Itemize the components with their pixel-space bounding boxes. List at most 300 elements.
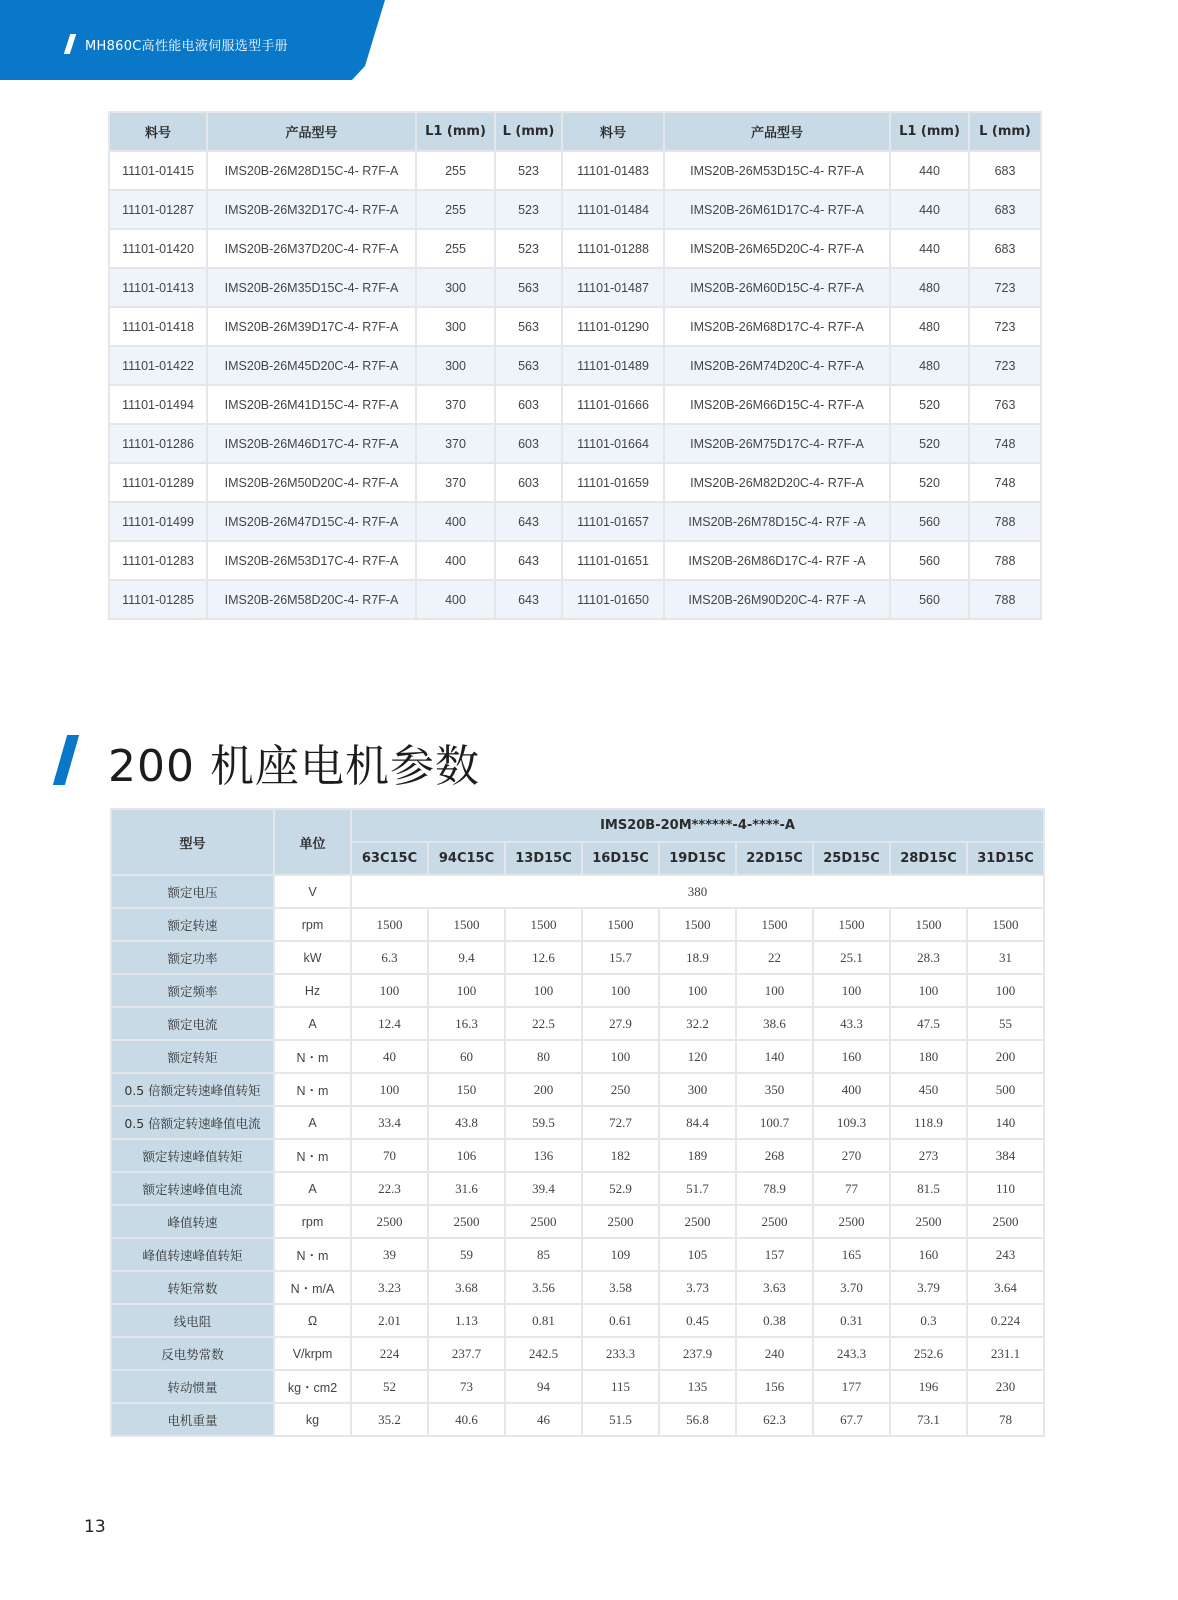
table-cell: 11101-01289 — [110, 464, 206, 501]
table-cell: 2500 — [352, 1206, 427, 1237]
table-cell: 38.6 — [737, 1008, 812, 1039]
table-cell: 39.4 — [506, 1173, 581, 1204]
table-cell: 100 — [660, 975, 735, 1006]
table-cell: 52 — [352, 1371, 427, 1402]
table-cell: IMS20B-26M32D17C-4- R7F-A — [208, 191, 415, 228]
table-cell: 230 — [968, 1371, 1043, 1402]
table-cell: 243 — [968, 1239, 1043, 1270]
table-row — [112, 975, 1043, 1006]
table-cell: 440 — [891, 230, 968, 267]
table-cell: 563 — [496, 269, 561, 306]
table-cell: 40 — [352, 1041, 427, 1072]
table-cell: 1500 — [968, 909, 1043, 940]
table-cell: 43.8 — [429, 1107, 504, 1138]
table-cell: IMS20B-26M68D17C-4- R7F-A — [665, 308, 889, 345]
row-label: 额定电流 — [112, 1008, 273, 1039]
table-cell: 520 — [891, 386, 968, 423]
table-cell: 31.6 — [429, 1173, 504, 1204]
table-row — [110, 152, 1040, 189]
row-unit: Ω — [275, 1305, 350, 1336]
table-cell: 3.56 — [506, 1272, 581, 1303]
table-row — [110, 542, 1040, 579]
table-cell: 11101-01666 — [563, 386, 663, 423]
row-label: 0.5 倍额定转速峰值转矩 — [112, 1074, 273, 1105]
table-row — [110, 425, 1040, 462]
table-row — [112, 1008, 1043, 1039]
table-cell: 400 — [417, 503, 494, 540]
params-table — [110, 808, 1045, 1437]
table-cell: 2.01 — [352, 1305, 427, 1336]
table-cell: 11101-01657 — [563, 503, 663, 540]
table-cell: 180 — [891, 1041, 966, 1072]
table-cell: 237.7 — [429, 1338, 504, 1369]
table-cell: IMS20B-26M65D20C-4- R7F-A — [665, 230, 889, 267]
table-cell: 150 — [429, 1074, 504, 1105]
table-row — [110, 581, 1040, 618]
table-cell: 6.3 — [352, 942, 427, 973]
table-cell: 242.5 — [506, 1338, 581, 1369]
model-column-header: 94C15C — [429, 843, 504, 874]
table-cell: 200 — [968, 1041, 1043, 1072]
row-label: 峰值转速峰值转矩 — [112, 1239, 273, 1270]
table-cell: 156 — [737, 1371, 812, 1402]
table-cell: 3.23 — [352, 1272, 427, 1303]
table-cell: 100 — [352, 975, 427, 1006]
row-label: 线电阻 — [112, 1305, 273, 1336]
table-cell: IMS20B-26M66D15C-4- R7F-A — [665, 386, 889, 423]
table-cell: 85 — [506, 1239, 581, 1270]
table-cell: 15.7 — [583, 942, 658, 973]
model-column-header: 31D15C — [968, 843, 1043, 874]
table-cell: 788 — [970, 503, 1040, 540]
table-cell: 1500 — [583, 909, 658, 940]
table-cell: 480 — [891, 269, 968, 306]
table-cell: 2500 — [968, 1206, 1043, 1237]
table-cell: 60 — [429, 1041, 504, 1072]
table-cell: 643 — [496, 542, 561, 579]
table-cell: 1500 — [737, 909, 812, 940]
row-label: 电机重量 — [112, 1404, 273, 1435]
table-row — [110, 269, 1040, 306]
table-cell: 243.3 — [814, 1338, 889, 1369]
table-cell: 683 — [970, 191, 1040, 228]
table-cell: 233.3 — [583, 1338, 658, 1369]
table-cell: 67.7 — [814, 1404, 889, 1435]
row-label: 额定频率 — [112, 975, 273, 1006]
table-cell: 43.3 — [814, 1008, 889, 1039]
column-header: L (mm) — [496, 113, 561, 150]
table-cell: 118.9 — [891, 1107, 966, 1138]
table-row — [112, 942, 1043, 973]
table-cell: 224 — [352, 1338, 427, 1369]
table-cell: 788 — [970, 542, 1040, 579]
table-cell: 2500 — [660, 1206, 735, 1237]
table-cell: 100 — [891, 975, 966, 1006]
table-cell: IMS20B-26M78D15C-4- R7F -A — [665, 503, 889, 540]
table-cell: 2500 — [891, 1206, 966, 1237]
table-cell: 440 — [891, 191, 968, 228]
table-cell: 11101-01494 — [110, 386, 206, 423]
table-row — [112, 1305, 1043, 1336]
table-cell: 136 — [506, 1140, 581, 1171]
table-cell: 11101-01651 — [563, 542, 663, 579]
table-cell: IMS20B-26M74D20C-4- R7F-A — [665, 347, 889, 384]
model-column-header: 13D15C — [506, 843, 581, 874]
table-cell: 0.45 — [660, 1305, 735, 1336]
table-row — [112, 1371, 1043, 1402]
table-cell: 252.6 — [891, 1338, 966, 1369]
table-cell: 0.81 — [506, 1305, 581, 1336]
table-cell: 33.4 — [352, 1107, 427, 1138]
model-column-header: 63C15C — [352, 843, 427, 874]
row-label: 转矩常数 — [112, 1272, 273, 1303]
table-cell: 370 — [417, 386, 494, 423]
model-group-header: IMS20B-20M******-4-****-A — [352, 810, 1043, 841]
table-cell: 270 — [814, 1140, 889, 1171]
column-header: 料号 — [563, 113, 663, 150]
table-cell: 723 — [970, 269, 1040, 306]
table-cell: 400 — [417, 542, 494, 579]
table-cell: 31 — [968, 942, 1043, 973]
row-unit: A — [275, 1173, 350, 1204]
row-unit: N・m/A — [275, 1272, 350, 1303]
table-cell: 763 — [970, 386, 1040, 423]
table-row — [110, 308, 1040, 345]
row-unit: N・m — [275, 1239, 350, 1270]
table-cell: 22.3 — [352, 1173, 427, 1204]
table-cell: 177 — [814, 1371, 889, 1402]
row-unit: V — [275, 876, 350, 907]
table-cell: 3.70 — [814, 1272, 889, 1303]
table-cell: IMS20B-26M35D15C-4- R7F-A — [208, 269, 415, 306]
table-row — [112, 1272, 1043, 1303]
table-row — [112, 1041, 1043, 1072]
row-label: 额定转矩 — [112, 1041, 273, 1072]
table-cell: 560 — [891, 581, 968, 618]
table-cell: IMS20B-26M45D20C-4- R7F-A — [208, 347, 415, 384]
row-label: 0.5 倍额定转速峰值电流 — [112, 1107, 273, 1138]
table-cell: 84.4 — [660, 1107, 735, 1138]
table-cell: IMS20B-26M39D17C-4- R7F-A — [208, 308, 415, 345]
table-cell: 1500 — [429, 909, 504, 940]
table-cell: IMS20B-26M58D20C-4- R7F-A — [208, 581, 415, 618]
table-cell: IMS20B-26M60D15C-4- R7F-A — [665, 269, 889, 306]
table-cell: IMS20B-26M90D20C-4- R7F -A — [665, 581, 889, 618]
table-cell: 300 — [417, 269, 494, 306]
table-cell: IMS20B-26M86D17C-4- R7F -A — [665, 542, 889, 579]
table-cell: 1500 — [891, 909, 966, 940]
table-cell: 72.7 — [583, 1107, 658, 1138]
section-title: 200 机座电机参数 — [108, 741, 480, 792]
table-cell: 300 — [417, 347, 494, 384]
table-cell: 196 — [891, 1371, 966, 1402]
voltage-value: 380 — [352, 876, 1043, 907]
model-column-header: 19D15C — [660, 843, 735, 874]
table-cell: 11101-01287 — [110, 191, 206, 228]
row-label: 反电势常数 — [112, 1338, 273, 1369]
table-cell: 100 — [429, 975, 504, 1006]
table-row — [112, 909, 1043, 940]
table-cell: 0.31 — [814, 1305, 889, 1336]
table-cell: 73.1 — [891, 1404, 966, 1435]
table-cell: 2500 — [429, 1206, 504, 1237]
table-cell: 110 — [968, 1173, 1043, 1204]
table-cell: 115 — [583, 1371, 658, 1402]
table-cell: 200 — [506, 1074, 581, 1105]
table-cell: 748 — [970, 464, 1040, 501]
table-cell: 56.8 — [660, 1404, 735, 1435]
table-cell: 268 — [737, 1140, 812, 1171]
table-cell: IMS20B-26M53D17C-4- R7F-A — [208, 542, 415, 579]
table-cell: 370 — [417, 425, 494, 462]
column-header: L1 (mm) — [417, 113, 494, 150]
table-cell: 109.3 — [814, 1107, 889, 1138]
table-cell: 450 — [891, 1074, 966, 1105]
table-cell: 1500 — [352, 909, 427, 940]
table-cell: 100 — [968, 975, 1043, 1006]
row-label: 额定转速峰值转矩 — [112, 1140, 273, 1171]
row-unit: V/krpm — [275, 1338, 350, 1369]
table-cell: 81.5 — [891, 1173, 966, 1204]
row-unit: rpm — [275, 909, 350, 940]
row-unit: N・m — [275, 1140, 350, 1171]
model-column-header: 22D15C — [737, 843, 812, 874]
page-number: 13 — [84, 1517, 106, 1537]
table-cell: IMS20B-26M28D15C-4- R7F-A — [208, 152, 415, 189]
row-unit: kg・cm2 — [275, 1371, 350, 1402]
table-cell: 11101-01487 — [563, 269, 663, 306]
table-cell: 62.3 — [737, 1404, 812, 1435]
column-header: L1 (mm) — [891, 113, 968, 150]
table-cell: 46 — [506, 1404, 581, 1435]
table-cell: 11101-01415 — [110, 152, 206, 189]
table-cell: 120 — [660, 1041, 735, 1072]
row-label: 额定转速峰值电流 — [112, 1173, 273, 1204]
table-cell: 78 — [968, 1404, 1043, 1435]
table-cell: 160 — [891, 1239, 966, 1270]
table-cell: 350 — [737, 1074, 812, 1105]
table-cell: 240 — [737, 1338, 812, 1369]
table-cell: 109 — [583, 1239, 658, 1270]
table-cell: 80 — [506, 1041, 581, 1072]
table-cell: 603 — [496, 464, 561, 501]
table-cell: 106 — [429, 1140, 504, 1171]
table-cell: 523 — [496, 191, 561, 228]
row-unit: Hz — [275, 975, 350, 1006]
table-cell: 0.3 — [891, 1305, 966, 1336]
table-cell: 59 — [429, 1239, 504, 1270]
table-cell: 2500 — [814, 1206, 889, 1237]
table-cell: IMS20B-26M82D20C-4- R7F-A — [665, 464, 889, 501]
table-cell: 11101-01418 — [110, 308, 206, 345]
table-cell: 0.38 — [737, 1305, 812, 1336]
table-cell: 603 — [496, 386, 561, 423]
table-cell: 560 — [891, 503, 968, 540]
table-cell: 165 — [814, 1239, 889, 1270]
table-cell: 11101-01659 — [563, 464, 663, 501]
row-label: 转动惯量 — [112, 1371, 273, 1402]
table-cell: IMS20B-26M75D17C-4- R7F-A — [665, 425, 889, 462]
table-cell: 523 — [496, 152, 561, 189]
column-header: 料号 — [110, 113, 206, 150]
table-cell: 400 — [814, 1074, 889, 1105]
table-cell: 11101-01420 — [110, 230, 206, 267]
table-cell: 11101-01664 — [563, 425, 663, 462]
table-cell: 1500 — [814, 909, 889, 940]
table-cell: 100 — [583, 1041, 658, 1072]
table-cell: 11101-01286 — [110, 425, 206, 462]
table-cell: 520 — [891, 464, 968, 501]
table-cell: 100 — [583, 975, 658, 1006]
table-cell: 523 — [496, 230, 561, 267]
table-cell: 788 — [970, 581, 1040, 618]
parts-table-header — [110, 113, 1040, 150]
model-column-header: 28D15C — [891, 843, 966, 874]
table-cell: IMS20B-26M53D15C-4- R7F-A — [665, 152, 889, 189]
table-cell: 250 — [583, 1074, 658, 1105]
table-cell: 231.1 — [968, 1338, 1043, 1369]
table-cell: 237.9 — [660, 1338, 735, 1369]
table-row — [110, 386, 1040, 423]
row-label: 额定功率 — [112, 942, 273, 973]
table-cell: 3.63 — [737, 1272, 812, 1303]
parts-table — [108, 111, 1042, 620]
table-cell: 47.5 — [891, 1008, 966, 1039]
table-cell: 27.9 — [583, 1008, 658, 1039]
table-cell: 100 — [737, 975, 812, 1006]
table-cell: 94 — [506, 1371, 581, 1402]
table-cell: 11101-01290 — [563, 308, 663, 345]
table-cell: 2500 — [737, 1206, 812, 1237]
table-cell: 11101-01422 — [110, 347, 206, 384]
table-cell: 189 — [660, 1140, 735, 1171]
table-cell: 0.61 — [583, 1305, 658, 1336]
table-row — [112, 1107, 1043, 1138]
table-cell: 40.6 — [429, 1404, 504, 1435]
table-cell: 255 — [417, 191, 494, 228]
table-cell: 51.5 — [583, 1404, 658, 1435]
table-cell: 3.64 — [968, 1272, 1043, 1303]
table-row — [112, 1338, 1043, 1369]
table-cell: 440 — [891, 152, 968, 189]
table-cell: 70 — [352, 1140, 427, 1171]
table-cell: 9.4 — [429, 942, 504, 973]
model-column-header: 25D15C — [814, 843, 889, 874]
table-cell: 22.5 — [506, 1008, 581, 1039]
table-cell: 11101-01499 — [110, 503, 206, 540]
table-cell: 3.79 — [891, 1272, 966, 1303]
table-cell: 1.13 — [429, 1305, 504, 1336]
table-row — [110, 503, 1040, 540]
table-cell: 255 — [417, 152, 494, 189]
table-row — [110, 464, 1040, 501]
table-cell: 683 — [970, 230, 1040, 267]
table-cell: 300 — [417, 308, 494, 345]
row-label: 额定转速 — [112, 909, 273, 940]
table-cell: 384 — [968, 1140, 1043, 1171]
model-header: 型号 — [112, 810, 273, 874]
table-cell: 560 — [891, 542, 968, 579]
table-cell: 77 — [814, 1173, 889, 1204]
table-cell: IMS20B-26M47D15C-4- R7F-A — [208, 503, 415, 540]
table-cell: 300 — [660, 1074, 735, 1105]
section-slash-mark — [53, 735, 79, 785]
table-cell: 11101-01283 — [110, 542, 206, 579]
table-row — [110, 347, 1040, 384]
unit-header: 单位 — [275, 810, 350, 874]
table-row — [112, 1074, 1043, 1105]
row-label: 峰值转速 — [112, 1206, 273, 1237]
table-cell: 52.9 — [583, 1173, 658, 1204]
table-cell: 59.5 — [506, 1107, 581, 1138]
table-cell: 78.9 — [737, 1173, 812, 1204]
table-cell: 140 — [968, 1107, 1043, 1138]
table-cell: 2500 — [506, 1206, 581, 1237]
table-row — [110, 230, 1040, 267]
table-cell: 35.2 — [352, 1404, 427, 1435]
table-cell: 182 — [583, 1140, 658, 1171]
table-cell: 748 — [970, 425, 1040, 462]
table-cell: 11101-01413 — [110, 269, 206, 306]
table-cell: 11101-01483 — [563, 152, 663, 189]
table-cell: 140 — [737, 1041, 812, 1072]
table-cell: 563 — [496, 308, 561, 345]
table-cell: 723 — [970, 347, 1040, 384]
row-unit: kW — [275, 942, 350, 973]
table-cell: 11101-01484 — [563, 191, 663, 228]
table-row — [112, 876, 1043, 907]
table-cell: 160 — [814, 1041, 889, 1072]
table-cell: 22 — [737, 942, 812, 973]
table-cell: 480 — [891, 308, 968, 345]
table-cell: 2500 — [583, 1206, 658, 1237]
row-unit: A — [275, 1107, 350, 1138]
table-cell: 11101-01489 — [563, 347, 663, 384]
table-cell: IMS20B-26M50D20C-4- R7F-A — [208, 464, 415, 501]
row-unit: N・m — [275, 1041, 350, 1072]
table-cell: 11101-01285 — [110, 581, 206, 618]
table-cell: 520 — [891, 425, 968, 462]
table-cell: 3.58 — [583, 1272, 658, 1303]
table-row — [112, 1239, 1043, 1270]
table-cell: 12.6 — [506, 942, 581, 973]
table-cell: 25.1 — [814, 942, 889, 973]
column-header: L (mm) — [970, 113, 1040, 150]
table-cell: 480 — [891, 347, 968, 384]
row-unit: kg — [275, 1404, 350, 1435]
table-cell: 11101-01650 — [563, 581, 663, 618]
table-cell: 11101-01288 — [563, 230, 663, 267]
table-cell: 73 — [429, 1371, 504, 1402]
table-cell: 723 — [970, 308, 1040, 345]
table-row — [112, 1206, 1043, 1237]
table-cell: 400 — [417, 581, 494, 618]
table-cell: 603 — [496, 425, 561, 462]
table-cell: 563 — [496, 347, 561, 384]
column-header: 产品型号 — [208, 113, 415, 150]
row-unit: N・m — [275, 1074, 350, 1105]
table-cell: 105 — [660, 1239, 735, 1270]
table-cell: IMS20B-26M37D20C-4- R7F-A — [208, 230, 415, 267]
table-cell: 370 — [417, 464, 494, 501]
row-label: 额定电压 — [112, 876, 273, 907]
table-cell: 51.7 — [660, 1173, 735, 1204]
model-column-header: 16D15C — [583, 843, 658, 874]
table-cell: 273 — [891, 1140, 966, 1171]
table-cell: IMS20B-26M46D17C-4- R7F-A — [208, 425, 415, 462]
table-cell: 3.73 — [660, 1272, 735, 1303]
table-cell: 683 — [970, 152, 1040, 189]
